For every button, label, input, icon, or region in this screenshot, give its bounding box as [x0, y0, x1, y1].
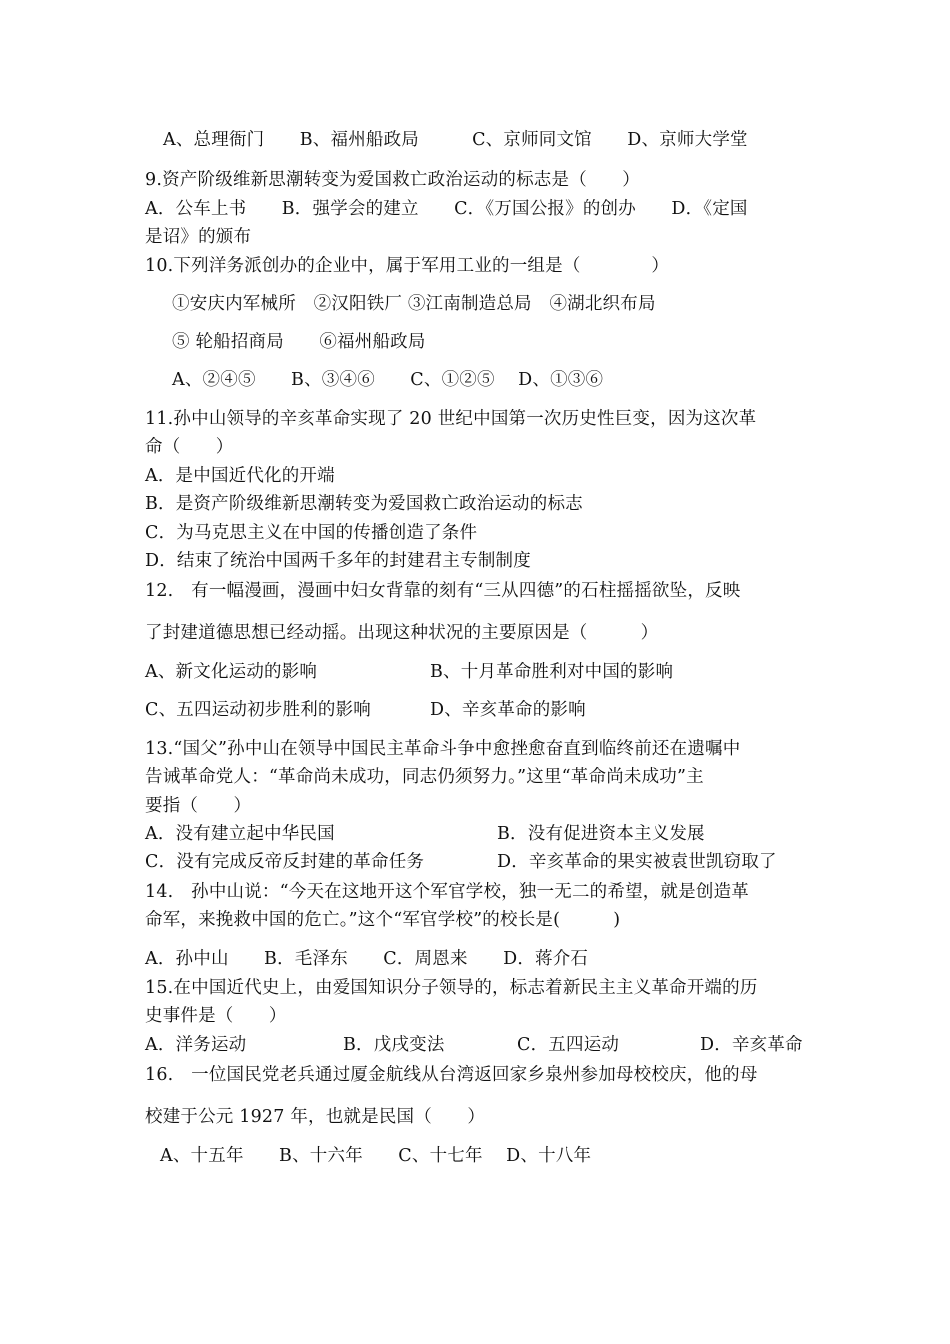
q9-options-cont: 是诏》的颁布 — [145, 227, 252, 247]
q11-option-a: A．是中国近代化的开端 — [145, 466, 335, 486]
q15-option-d: D．辛亥革命 — [700, 1035, 803, 1055]
q10-options: A、②④⑤ B、③④⑥ C、①②⑤ D、①③⑥ — [172, 370, 604, 390]
q15-stem-cont: 史事件是（ ） — [145, 1006, 287, 1026]
q10-stem: 10.下列洋务派创办的企业中，属于军用工业的一组是（ ） — [145, 256, 670, 276]
q14-stem-cont: 命军，来挽救中国的危亡。”这个“军官学校”的校长是( ) — [145, 910, 621, 930]
q11-option-b: B．是资产阶级维新思潮转变为爱国救亡政治运动的标志 — [145, 494, 583, 514]
q13-stem-cont2: 要指（ ） — [145, 796, 252, 816]
q13-option-c: C．没有完成反帝反封建的革命任务 — [145, 852, 425, 872]
q10-items-2: ⑤ 轮船招商局 ⑥福州船政局 — [172, 332, 426, 352]
q11-stem: 11.孙中山领导的辛亥革命实现了 20 世纪中国第一次历史性巨变，因为这次革 — [145, 409, 757, 429]
q13-stem-cont1: 告诫革命党人：“革命尚未成功，同志仍须努力。”这里“革命尚未成功”主 — [145, 767, 704, 787]
q14-options: A．孙中山 B．毛泽东 C．周恩来 D．蒋介石 — [145, 949, 589, 969]
q11-stem-cont: 命（ ） — [145, 437, 234, 457]
q8-options: A、总理衙门 B、福州船政局 C、京师同文馆 D、京师大学堂 — [163, 130, 748, 150]
q11-option-c: C．为马克思主义在中国的传播创造了条件 — [145, 523, 478, 543]
q16-options: A、十五年 B、十六年 C、十七年 D、十八年 — [160, 1146, 592, 1166]
q13-option-a: A．没有建立起中华民国 — [145, 824, 335, 844]
q10-items-1: ①安庆内军械所 ②汉阳铁厂 ③江南制造总局 ④湖北织布局 — [172, 294, 656, 314]
q12-option-d: D、辛亥革命的影响 — [430, 700, 586, 720]
q12-stem: 12. 有一幅漫画，漫画中妇女背靠的刻有“三从四德”的石柱摇摇欲坠，反映 — [145, 581, 741, 601]
q9-options: A．公车上书 B．强学会的建立 C．《万国公报》的创办 D．《定国 — [145, 199, 748, 219]
q11-option-d: D．结束了统治中国两千多年的封建君主专制制度 — [145, 551, 531, 571]
q13-option-b: B．没有促进资本主义发展 — [497, 824, 705, 844]
q12-option-b: B、十月革命胜利对中国的影响 — [430, 662, 674, 682]
q13-stem: 13.“国父”孙中山在领导中国民主革命斗争中愈挫愈奋直到临终前还在遗嘱中 — [145, 739, 741, 759]
q13-option-d: D．辛亥革命的果实被袁世凯窃取了 — [497, 852, 777, 872]
q15-option-a: A．洋务运动 — [145, 1035, 247, 1055]
q15-stem: 15.在中国近代史上，由爱国知识分子领导的，标志着新民主主义革命开端的历 — [145, 978, 758, 998]
q12-option-c: C、五四运动初步胜利的影响 — [145, 700, 371, 720]
q15-option-c: C．五四运动 — [517, 1035, 620, 1055]
q12-stem-cont: 了封建道德思想已经动摇。出现这种状况的主要原因是（ ） — [145, 623, 659, 643]
q12-option-a: A、新文化运动的影响 — [145, 662, 318, 682]
q15-option-b: B．戊戌变法 — [343, 1035, 445, 1055]
q9-stem: 9.资产阶级维新思潮转变为爱国救亡政治运动的标志是（ ） — [145, 170, 640, 190]
q14-stem: 14. 孙中山说：“今天在这地开这个军官学校，独一无二的希望，就是创造革 — [145, 882, 749, 902]
q16-stem-cont: 校建于公元 1927 年，也就是民国（ ） — [145, 1107, 486, 1127]
q16-stem: 16. 一位国民党老兵通过厦金航线从台湾返回家乡泉州参加母校校庆，他的母 — [145, 1065, 758, 1085]
